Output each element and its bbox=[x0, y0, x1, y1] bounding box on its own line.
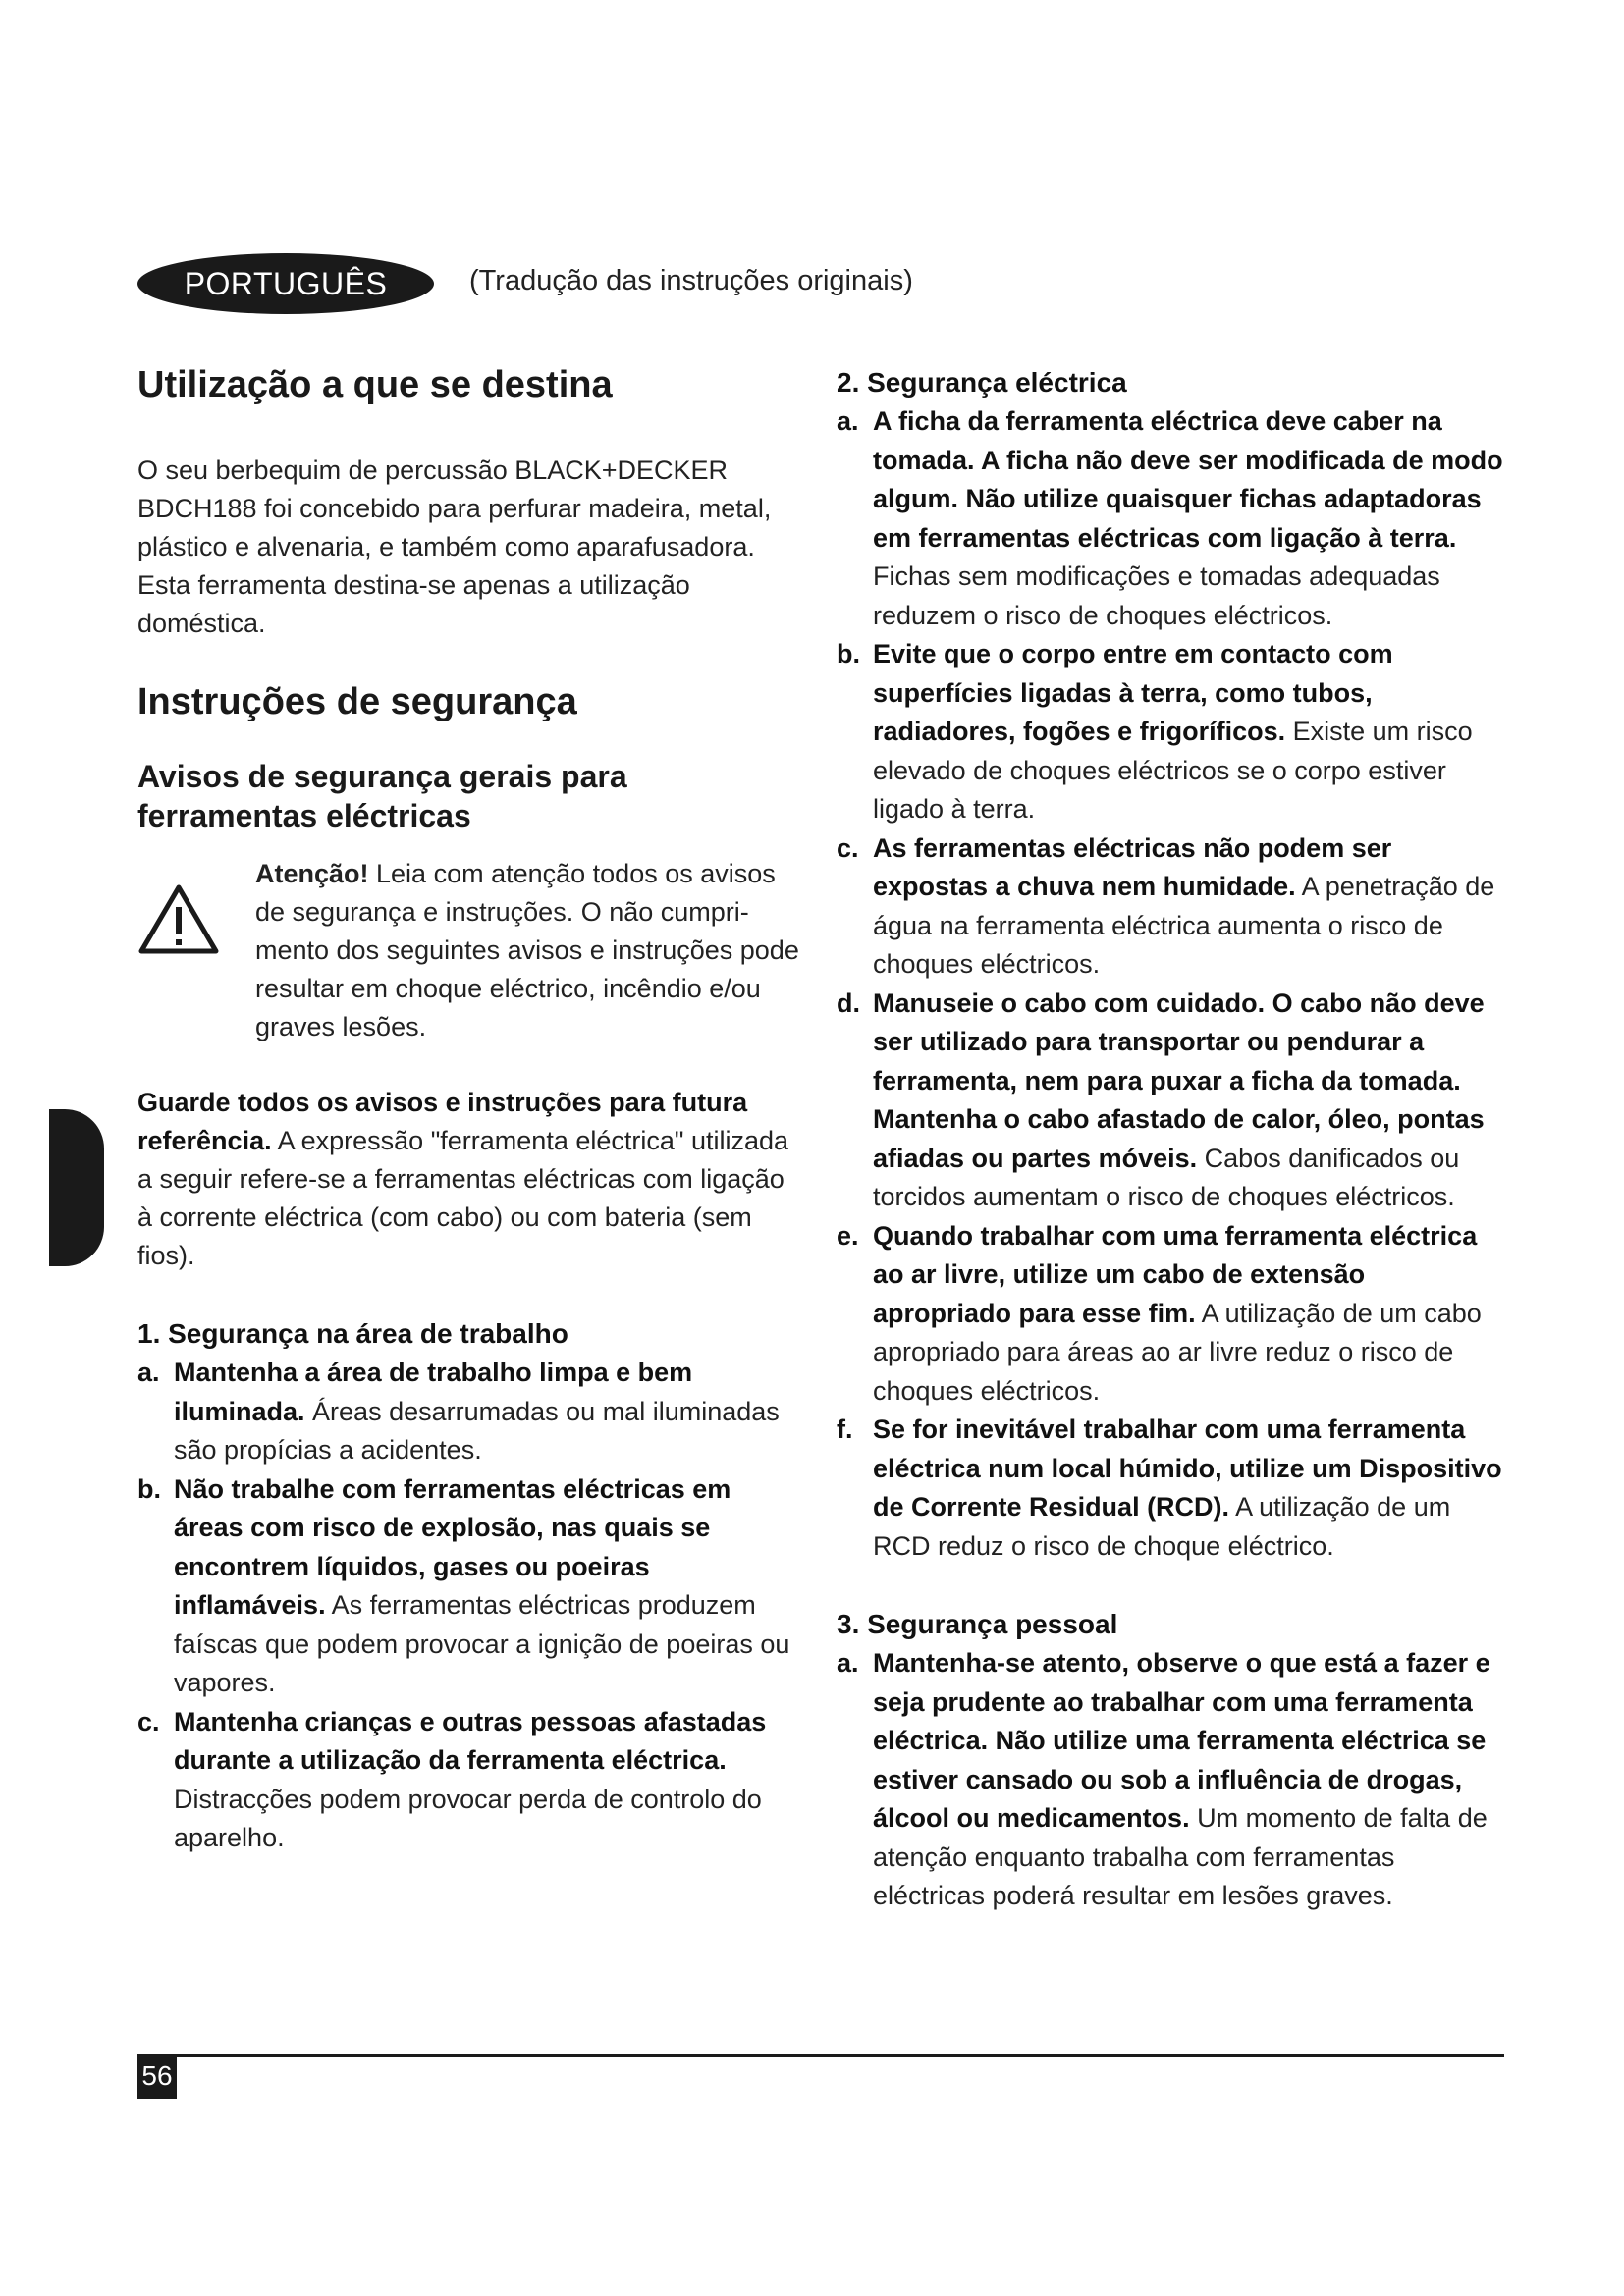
item-text bbox=[174, 1470, 805, 1703]
list-item bbox=[137, 1470, 805, 1703]
item-body: A penetração de água na ferramenta eléctrica aumenta o risco de choques eléctricos. bbox=[873, 872, 1495, 979]
warning-block bbox=[137, 855, 805, 1046]
item-body: Cabos danificados ou torcidos aumentam o risco de choques eléctricos. bbox=[873, 1143, 1460, 1211]
language-label: PORTUGUÊS bbox=[184, 265, 388, 301]
item-marker: b. bbox=[137, 1473, 161, 1504]
electrical-safety-heading: 2. Segurança eléctrica bbox=[837, 367, 1127, 398]
item-bold: As ferramentas eléctricas não podem ser expostas a chuva nem humidade. bbox=[873, 832, 1392, 901]
item-text bbox=[873, 985, 1504, 1217]
item-marker: c. bbox=[837, 832, 859, 863]
item-marker: a. bbox=[137, 1358, 160, 1387]
warning-text bbox=[255, 855, 805, 1046]
item-bold: A ficha da ferramenta eléctrica deve caber na tomada. A ficha não deve ser modificada de modo algum. Não utilize quaisquer fichas adaptadoras em ferramentas eléctricas com ligação à terra. bbox=[873, 406, 1503, 553]
translation-note: (Tradução das instruções originais) bbox=[469, 265, 913, 296]
right-column bbox=[837, 361, 1504, 1916]
work-area-safety-heading: 1. Segurança na área de trabalho bbox=[137, 1318, 568, 1349]
item-body: Existe um risco elevado de choques eléctricos se o corpo estiver ligado à terra. bbox=[873, 717, 1473, 824]
item-text bbox=[873, 1644, 1504, 1916]
safety-heading: Instruções de segurança bbox=[137, 681, 577, 722]
item-bold: Quando trabalhar com uma ferramenta eléctrica ao ar livre, utilize um cabo de extensão apropriado para esse fim. bbox=[873, 1220, 1478, 1328]
list-item bbox=[137, 1703, 805, 1858]
item-body: Distracções podem provocar perda de controlo do aparelho. bbox=[174, 1784, 762, 1852]
work-area-safety-list bbox=[137, 1354, 805, 1858]
item-body: As ferramentas eléctricas produzem faíscas que podem provocar a ignição de poeiras ou vapores. bbox=[174, 1590, 790, 1697]
item-text bbox=[873, 635, 1504, 829]
section-edge-tab bbox=[49, 1109, 104, 1266]
footer-rule bbox=[137, 2054, 1504, 2057]
intended-use-heading: Utilização a que se destina bbox=[137, 364, 613, 405]
list-item bbox=[137, 1354, 805, 1470]
item-text bbox=[873, 829, 1504, 985]
item-marker: c. bbox=[137, 1706, 160, 1736]
keep-instructions-body: A expressão "ferramenta eléctrica" utilizada a seguir refere-se a ferramentas eléctricas com ligação à corrente eléctrica (com cabo) ou com bateria (sem fios). bbox=[137, 1126, 789, 1270]
electrical-safety-list bbox=[837, 402, 1504, 1566]
item-bold: Manuseie o cabo com cuidado. O cabo não deve ser utilizado para transportar ou pendurar a ferramenta, nem para puxar a ficha da tomada. Mantenha o cabo afastado de calor, óleo, pontas afiadas ou partes móveis. bbox=[873, 988, 1485, 1173]
warning-body: Leia com atenção todos os avisos de segurança e instruções. O não cumpri-mento dos seguintes avisos e instruções pode resultar em choque eléctrico, incêndio e/ou graves lesões. bbox=[255, 859, 799, 1041]
list-item bbox=[837, 829, 1504, 985]
personal-safety-list bbox=[837, 1644, 1504, 1916]
intended-use-text: O seu berbequim de percussão BLACK+DECKER BDCH188 foi concebido para perfurar madeira, metal, plástico e alvenaria, e também como aparafusadora. Esta ferramenta destina-se apenas a utilização doméstica. bbox=[137, 455, 772, 638]
item-marker: d. bbox=[837, 988, 860, 1018]
list-item bbox=[837, 402, 1504, 635]
item-body: Áreas desarrumadas ou mal iluminadas são propícias a acidentes. bbox=[174, 1396, 780, 1465]
warning-triangle-icon bbox=[137, 855, 255, 1046]
item-bold: Mantenha-se atento, observe o que está a fazer e seja prudente ao trabalhar com uma ferramenta eléctrica. Não utilize uma ferramenta eléctrica se estiver cansado ou sob a influência de drogas, álcool ou medicamentos. bbox=[873, 1648, 1490, 1833]
left-column bbox=[137, 361, 805, 1858]
item-bold: Mantenha crianças e outras pessoas afastadas durante a utilização da ferramenta eléctrica. bbox=[174, 1706, 767, 1775]
item-marker: f. bbox=[837, 1415, 853, 1444]
item-text bbox=[873, 1217, 1504, 1412]
item-text bbox=[873, 402, 1504, 635]
general-warnings-heading: Avisos de segurança gerais para ferramentas eléctricas bbox=[137, 759, 627, 833]
keep-instructions-text bbox=[137, 1084, 805, 1275]
language-badge bbox=[137, 253, 434, 314]
item-bold: Se for inevitável trabalhar com uma ferramenta eléctrica num local húmido, utilize um Dispositivo de Corrente Residual (RCD). bbox=[873, 1415, 1502, 1522]
list-item bbox=[837, 1644, 1504, 1916]
item-body: Fichas sem modificações e tomadas adequadas reduzem o risco de choques eléctricos. bbox=[873, 561, 1440, 630]
item-text bbox=[174, 1354, 805, 1470]
item-body: Um momento de falta de atenção enquanto trabalha com ferramentas eléctricas poderá resultar em lesões graves. bbox=[873, 1803, 1488, 1910]
item-marker: a. bbox=[837, 406, 859, 436]
item-body: A utilização de um cabo apropriado para áreas ao ar livre reduz o risco de choques eléctricos. bbox=[873, 1298, 1482, 1406]
list-item bbox=[837, 1411, 1504, 1566]
list-item bbox=[837, 985, 1504, 1217]
warning-label: Atenção! bbox=[255, 859, 369, 888]
keep-instructions-bold: Guarde todos os avisos e instruções para futura referência. bbox=[137, 1088, 748, 1155]
item-bold: Não trabalhe com ferramentas eléctricas em áreas com risco de explosão, nas quais se encontrem líquidos, gases ou poeiras inflamáveis. bbox=[174, 1473, 731, 1620]
item-marker: a. bbox=[837, 1648, 859, 1678]
page-number: 56 bbox=[137, 2054, 177, 2099]
item-marker: b. bbox=[837, 639, 860, 668]
list-item bbox=[837, 635, 1504, 829]
item-body: A utilização de um RCD reduz o risco de choque eléctrico. bbox=[873, 1492, 1451, 1561]
item-bold: Evite que o corpo entre em contacto com superfícies ligadas à terra, como tubos, radiadores, fogões e frigoríficos. bbox=[873, 639, 1393, 746]
list-item bbox=[837, 1217, 1504, 1412]
item-marker: e. bbox=[837, 1220, 859, 1251]
personal-safety-heading: 3. Segurança pessoal bbox=[837, 1609, 1118, 1639]
item-text bbox=[174, 1703, 805, 1858]
item-bold: Mantenha a área de trabalho limpa e bem iluminada. bbox=[174, 1358, 693, 1426]
item-text bbox=[873, 1411, 1504, 1566]
